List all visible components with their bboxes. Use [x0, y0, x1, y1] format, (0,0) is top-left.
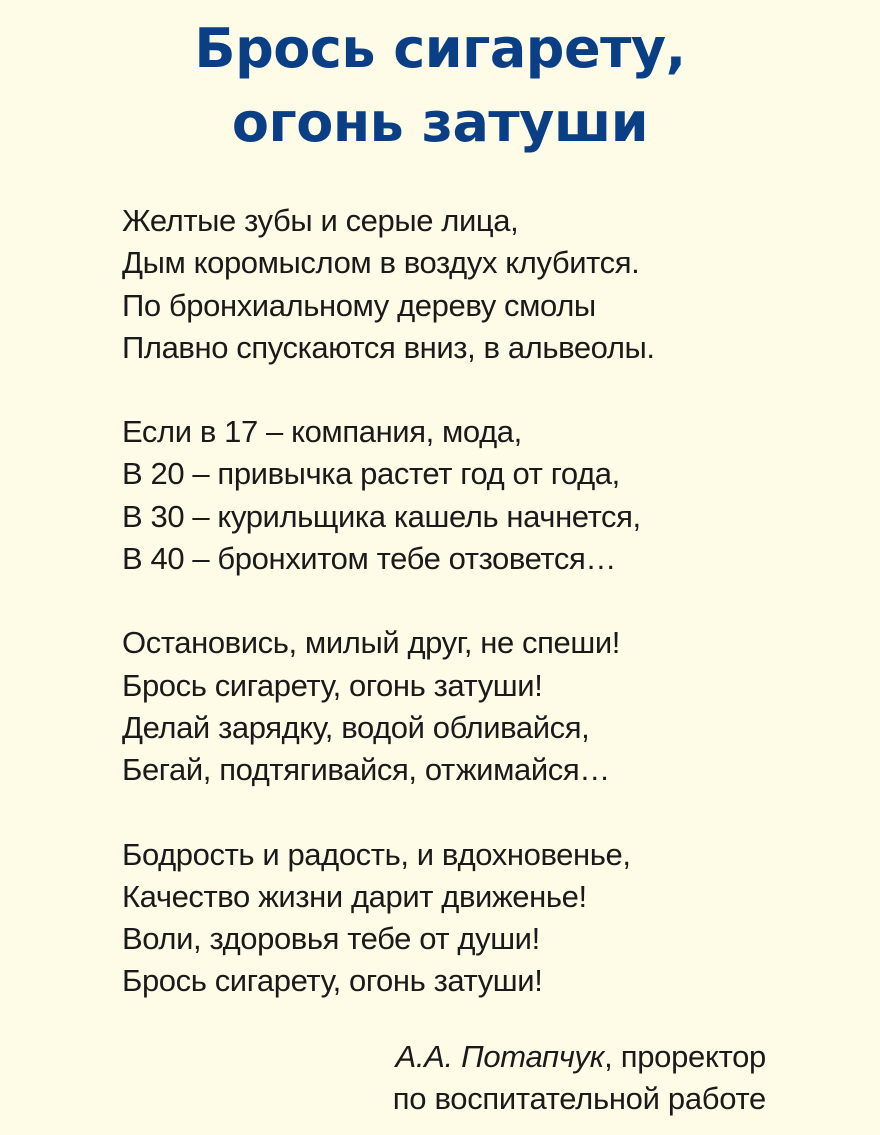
author-signature [393, 1036, 766, 1120]
poem-line: Дым коромыслом в воздух клубится. [122, 245, 640, 281]
poem-line: Бодрость и радость, и вдохновенье, [122, 836, 631, 872]
poem-line: Воли, здоровья тебе от души! [122, 921, 540, 957]
stanza-1 [122, 200, 822, 369]
stanza-4 [122, 834, 822, 1003]
stanza-3 [122, 622, 822, 791]
poem-line: Делай зарядку, водой обливайся, [122, 709, 590, 745]
poem-body [122, 200, 822, 1045]
poem-line: Остановись, милый друг, не спеши! [122, 625, 620, 661]
author-position: , проректор [604, 1039, 766, 1074]
poem-line: Брось сигарету, огонь затуши! [122, 667, 543, 703]
poem-line: Плавно спускаются вниз, в альвеолы. [122, 329, 655, 365]
poem-line: Бегай, подтягивайся, отжимайся… [122, 752, 610, 788]
poem-line: Качество жизни дарит движенье! [122, 878, 587, 914]
poem-line: По бронхиальному дереву смолы [122, 287, 596, 323]
stanza-2 [122, 411, 822, 580]
title-line-2: огонь затуши [231, 91, 649, 154]
poem-line: В 20 – привычка растет год от года, [122, 456, 620, 492]
title-line-1: Брось сигарету, [194, 17, 686, 80]
poem-line: Желтые зубы и серые лица, [122, 203, 519, 238]
poem-line: Брось сигарету, огонь затуши! [122, 963, 543, 999]
signature-line-1 [393, 1036, 766, 1078]
poem-line: В 30 – курильщика кашель начнется, [122, 498, 641, 534]
author-name: А.А. Потапчук [395, 1039, 605, 1074]
poem-line: Если в 17 – компания, мода, [122, 414, 522, 450]
poem-line: В 40 – бронхитом тебе отзовется… [122, 541, 616, 577]
signature-line-2: по воспитательной работе [392, 1081, 766, 1116]
poem-title [0, 12, 880, 160]
